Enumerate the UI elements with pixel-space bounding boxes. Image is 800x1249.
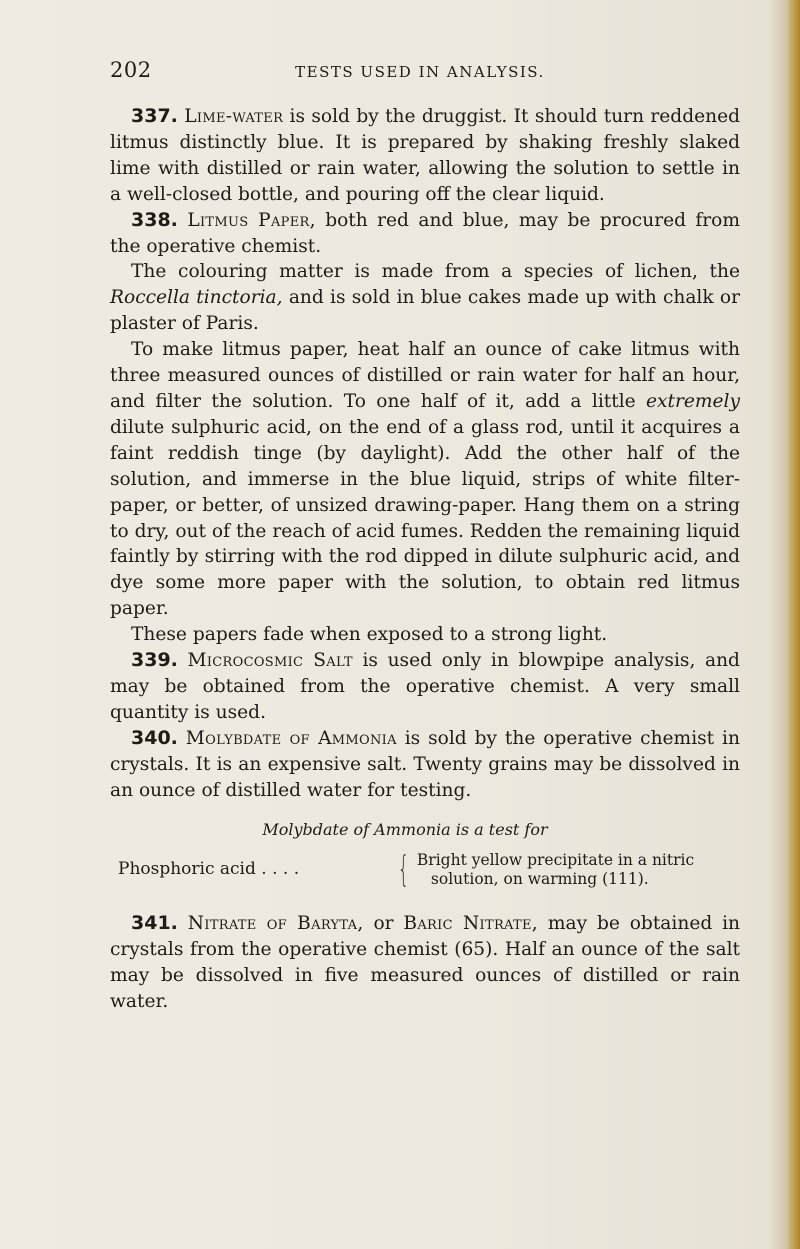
section-number: 337. xyxy=(131,105,178,127)
section-338 xyxy=(110,208,740,260)
paragraph-text: To make litmus paper, heat half an ounce of cake litmus with three measured ounces of distilled or rain water for half an hour, and filter the solution. To one half of it, add a little xyxy=(110,339,740,412)
section-body: both red and blue, may be procured from the operative chemist. xyxy=(110,209,740,257)
section-339 xyxy=(110,648,740,726)
reagent-name: Phosphoric acid xyxy=(118,859,256,880)
paragraph-litmus-method xyxy=(110,337,740,622)
brace-icon: { xyxy=(397,849,410,891)
page-number: 202 xyxy=(110,58,152,82)
section-title: Microcosmic Salt xyxy=(187,650,353,672)
section-body: is sold by the operative chemist in crystals. It is an expensive salt. Twenty grains may be dissolved in an ounce of distilled water for testing. xyxy=(110,727,740,801)
paragraph-text: dilute sulphuric acid, on the end of a glass rod, until it acquires a faint reddish tinge (by daylight). Add the other half of the solution, and immerse in the blue liquid, strips of white filter-paper, or better, of unsized drawing-paper. Hang them on a string to dry, out of the reach of acid fumes. Redden the remaining liquid faintly by stirring with the rod dipped in dilute sulphuric acid, and dye some more paper with the solution, to obtain red litmus paper. xyxy=(110,416,740,620)
paragraph-text: and is sold in blue cakes made up with chalk or plaster of Paris. xyxy=(110,287,740,335)
section-number: 339. xyxy=(131,649,178,672)
section-body: is sold by the druggist. It should turn reddened litmus distinctly blue. It is prepared by shaking freshly slaked lime with distilled or rain water, allowing the solution to settle in a well-closed bottle, and pouring off the clear liquid. xyxy=(110,106,740,205)
section-number: 340. xyxy=(131,726,178,749)
section-body: may be obtained in crystals from the operative chemist (65). Half an ounce of the salt may be dissolved in five measured ounces of distilled or rain water. xyxy=(110,913,741,1013)
test-result xyxy=(417,851,694,889)
page-edge-shadow xyxy=(786,0,800,1249)
species-name: Roccella tinctoria, xyxy=(110,287,283,309)
running-title: TESTS USED IN ANALYSIS. xyxy=(295,63,545,81)
section-number: 341. xyxy=(131,912,178,935)
test-table-caption: Molybdate of Ammonia is a test for xyxy=(262,820,548,840)
section-title: Nitrate of Baryta, xyxy=(187,913,364,935)
result-line: Bright yellow precipitate in a nitric xyxy=(416,851,695,870)
section-connector: or xyxy=(373,913,394,935)
section-title: Molybdate of Ammonia xyxy=(185,727,397,749)
section-body: is used only in blowpipe analysis, and may be obtained from the operative chemist. A very small quantity is used. xyxy=(110,650,740,723)
section-number: 338. xyxy=(131,208,178,231)
section-title: Litmus Paper, xyxy=(187,209,316,231)
emphasis-text: extremely xyxy=(646,390,740,412)
dot-leaders: . . . . xyxy=(261,859,300,880)
section-340 xyxy=(110,726,740,804)
paragraph-text: The colouring matter is made from a species of lichen, the xyxy=(131,261,740,283)
paragraph-fading: These papers fade when exposed to a strong light. xyxy=(131,624,608,646)
section-title: Lime-water xyxy=(184,106,284,127)
section-341 xyxy=(110,911,740,1015)
result-line: solution, on warming (111). xyxy=(430,870,649,889)
paragraph-lichen xyxy=(110,259,740,337)
test-table-row xyxy=(110,851,740,889)
section-337 xyxy=(110,104,740,208)
page-text xyxy=(110,104,740,1015)
test-reagent xyxy=(110,857,398,883)
section-title-alt: Baric Nitrate, xyxy=(403,913,539,935)
